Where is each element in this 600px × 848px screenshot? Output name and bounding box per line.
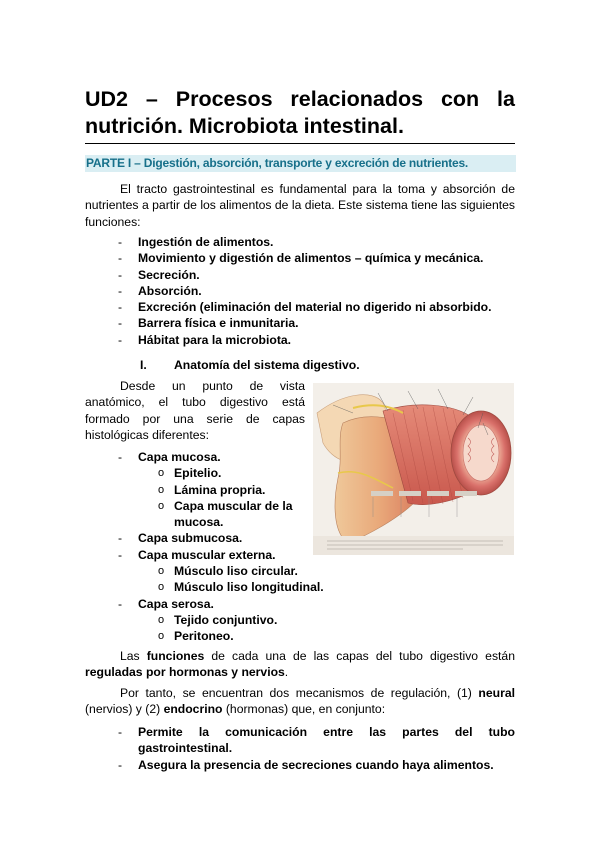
sublist-item: o Músculo liso circular. <box>158 564 298 579</box>
section-heading: I. Anatomía del sistema digestivo. <box>140 358 360 372</box>
list-item: - Secreción. <box>118 267 200 282</box>
functions-list <box>85 234 515 348</box>
title-divider <box>85 143 515 144</box>
anatomy-paragraph: Desde un punto de vista anatómico, el tubo digestivo está formado por una serie de capas histológicas diferentes: <box>85 379 305 442</box>
sublist-item: o Peritoneo. <box>158 629 234 644</box>
list-item: - Asegura la presencia de secreciones cuando haya alimentos. <box>118 757 494 772</box>
list-item-muscular: - Capa muscular externa. o Músculo liso circular. o Músculo liso longitudinal. <box>85 547 515 596</box>
list-item-serosa: - Capa serosa. o Tejido conjuntivo. o Peritoneo. <box>85 596 515 645</box>
list-item: - Movimiento y digestión de alimentos – química y mecánica. <box>118 251 484 266</box>
list-item: - Excreción (eliminación del material no digerido ni absorbido. <box>118 300 492 315</box>
functions-paragraph: Las funciones de cada una de las capas del tubo digestivo están reguladas por hormonas y nervios. <box>85 649 515 680</box>
sublist-item: o Epitelio. <box>158 466 222 481</box>
sublist-item: o Lámina propria. <box>158 482 266 497</box>
list-item-submucosa: - Capa submucosa. <box>118 531 243 546</box>
intro-paragraph: El tracto gastrointestinal es fundamental para la toma y absorción de nutrientes a partir de los alimentos de la dieta. Este sistema tiene las siguientes funciones: <box>85 182 515 229</box>
list-item-mucosa: - Capa mucosa. o Epitelio. o Lámina propria. o Capa muscular de la mucosa. <box>85 449 515 530</box>
regulation-list <box>85 724 515 773</box>
list-item: - Absorción. <box>118 283 202 298</box>
part-heading: PARTE I – Digestión, absorción, transporte y excreción de nutrientes. <box>85 155 516 172</box>
list-item: - Hábitat para la microbiota. <box>118 332 292 347</box>
regulation-paragraph: Por tanto, se encuentran dos mecanismos de regulación, (1) neural (nervios) y (2) endocrino (hormonas) que, en conjunto: <box>85 686 515 717</box>
layers-list <box>85 449 515 645</box>
sublist-item: o Tejido conjuntivo. <box>158 612 278 627</box>
list-item: - Barrera física e inmunitaria. <box>118 316 299 331</box>
sublist-item: o Músculo liso longitudinal. <box>158 580 324 595</box>
page-title: UD2 – Procesos relacionados con la nutrición. Microbiota intestinal. <box>85 87 515 138</box>
list-item: - Ingestión de alimentos. <box>118 235 274 249</box>
list-item: - Permite la comunicación entre las partes del tubo gastrointestinal. <box>118 725 515 756</box>
sublist-item: o Capa muscular de la mucosa. <box>158 498 293 530</box>
